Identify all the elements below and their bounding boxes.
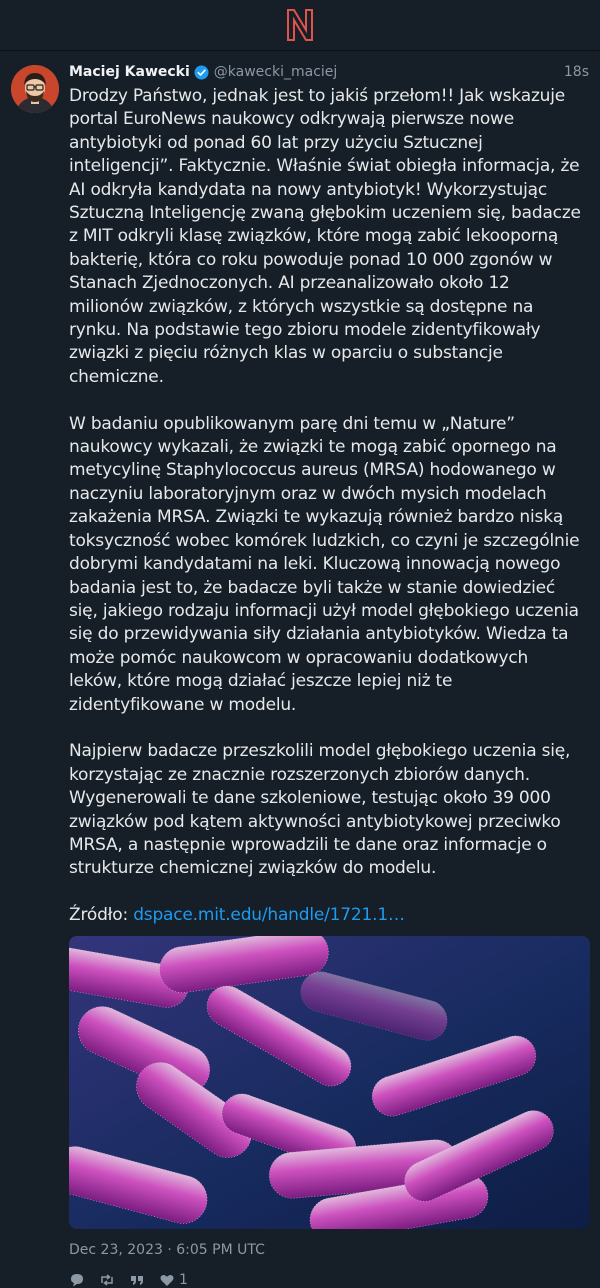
top-bar (0, 0, 600, 51)
tweet-image[interactable] (69, 936, 590, 1229)
comment-icon (69, 1272, 85, 1288)
like-count: 1 (179, 1271, 188, 1288)
heart-icon (159, 1272, 175, 1288)
tweet-paragraph-3: Najpierw badacze przeszkolili model głębokiego uczenia się, korzystając ze znacznie rozszerzonych zbiorów danych. Wygenerowali te dane szkoleniowe, testując około 39 000 związków pod kątem aktywności antybiotykowej przeciwko MRSA, a następnie wprowadzili te dane oraz informacje o strukturze chemicznej związków do modelu. (69, 741, 571, 879)
tweet-body (69, 85, 590, 928)
tweet-paragraph-2: W badaniu opublikowanym parę dni temu w „Nature” naukowcy wykazali, że związki te mogą zabić opornego na metycylinę Staphylococcus aureus (MRSA) hodowanego w naczyniu laboratoryjnym oraz w dwóch mysich modelach zakażenia MRSA. Związki te wykazują również bardzo niską toksyczność wobec komórek ludzkich, co czyni je szczególnie dobrymi kandydatami na leki. Kluczową innowacją nowego badania jest to, że badacze byli także w stanie dowiedzieć się, jakiego rodzaju informacji użył model głębokiego uczenia się do przewidywania siły działania antybiotyków. Wiedza ta może pomóc naukowcom w opracowaniu dodatkowych leków, które mogą działać jeszcze lepiej niż te zidentyfikowane w modelu. (69, 413, 580, 715)
tweet-time[interactable]: 18s (563, 64, 589, 80)
tweet-source (69, 904, 584, 927)
tweet (0, 51, 600, 1288)
tweet-actions (69, 1272, 590, 1288)
quote-button[interactable] (129, 1272, 145, 1288)
like-button[interactable] (159, 1272, 188, 1288)
nitter-logo-icon[interactable] (285, 8, 315, 42)
quote-icon (129, 1272, 145, 1288)
author-name[interactable]: Maciej Kawecki (69, 64, 190, 80)
source-label: Źródło: (69, 905, 134, 926)
tweet-paragraph-1: Drodzy Państwo, jednak jest to jakiś przełom!! Jak wskazuje portal EuroNews naukowcy odkrywają pierwsze nowe antybiotyki od ponad 60 lat przy użyciu Sztucznej inteligencji”. Faktycznie. Właśnie świat obiegła informacja, że AI odkryła kandydata na nowy antybiotyk! Wykorzystując Sztuczną Inteligencję zwaną głębokim uczeniem się, badacze z MIT odkryli klasę związków, które mogą zabić lekooporną bakterię, która co roku powoduje ponad 10 000 zgonów w Stanach Zjednoczonych. AI przeanalizowało około 12 milionów związków, z których wszystkie są dostępne na rynku. Na podstawie tego zbioru modele zidentyfikowały związki z pięciu różnych klas w oparciu o substancje chemiczne. (69, 86, 581, 387)
retweet-button[interactable] (99, 1272, 115, 1288)
retweet-icon (99, 1272, 115, 1288)
tweet-date[interactable]: Dec 23, 2023 · 6:05 PM UTC (69, 1241, 265, 1258)
reply-button[interactable] (69, 1272, 85, 1288)
verified-badge-icon (194, 65, 209, 80)
author-handle[interactable]: @kawecki_maciej (213, 64, 338, 80)
avatar[interactable] (11, 65, 59, 113)
source-link[interactable]: dspace.mit.edu/handle/1721.1… (133, 905, 405, 926)
tweet-header (69, 63, 590, 81)
